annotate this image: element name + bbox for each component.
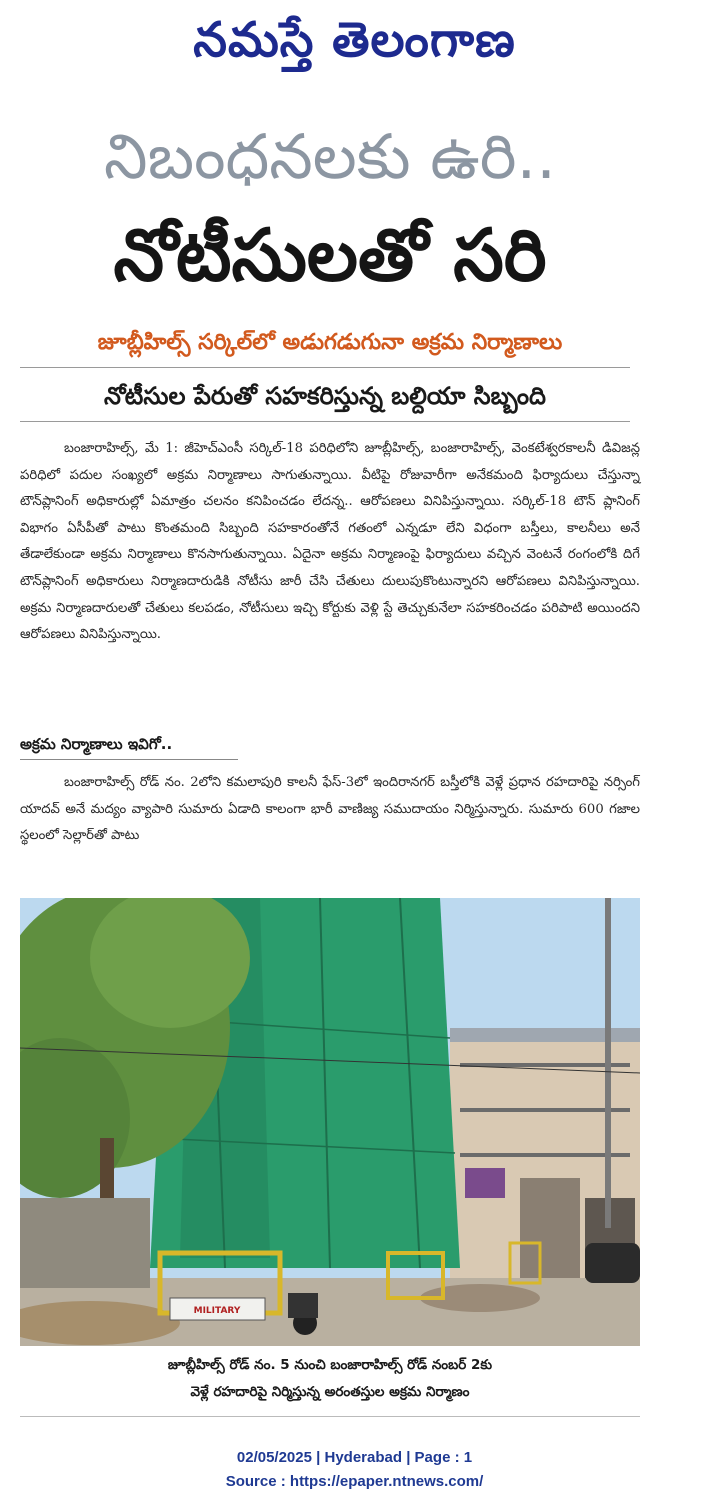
divider-bottom xyxy=(20,421,630,422)
footer-date-line: 02/05/2025 | Hyderabad | Page : 1 xyxy=(236,1449,473,1466)
deck-headline: నోటీసుల పేరుతో సహకరిస్తున్న బల్దియా సిబ్బంది xyxy=(104,382,546,410)
page-footer xyxy=(0,1446,709,1494)
footer-source-line[interactable]: Source : https://epaper.ntnews.com/ xyxy=(225,1473,484,1490)
subheadline: జూబ్లీహిల్స్ సర్కిల్‌లో అడుగడుగునా అక్రమ నిర్మాణాలు xyxy=(97,330,563,355)
caption-line-1: జూబ్లీహిల్స్ రోడ్ నం. 5 నుంచి బంజారాహిల్స్ రోడ్ నంబర్ 2కు xyxy=(167,1357,493,1373)
masthead-logo: నమస్తే తెలంగాణ xyxy=(193,12,516,68)
divider-top xyxy=(20,367,630,368)
photo-sign-text: MILITARY xyxy=(193,1306,241,1316)
section-heading: అక్రమ నిర్మాణాలు ఇవిగో.. xyxy=(20,728,238,760)
photo-car xyxy=(585,1243,640,1283)
article-paragraph-2: బంజారాహిల్స్ రోడ్ నం. 2లోని కమలాపురి కాలనీ ఫేస్-3లో ఇందిరానగర్ బస్తీలోకి వెళ్లే ప్రధాన రహదారిపై నర్సింగ్ యాదవ్ అనే మద్యం వ్యాపారి సుమారు ఏడాది కాలంగా భారీ వాణిజ్య సముదాయం నిర్మిస్తున్నారు. సుమారు 600 గజాల స్థలంలో సెల్లార్‌తో పాటు xyxy=(20,775,640,844)
headline-line-2: నోటీసులతో సరి xyxy=(113,213,547,297)
caption-line-2: వెళ్లే రహదారిపై నిర్మిస్తున్న అరంతస్తుల అక్రమ నిర్మాణం xyxy=(190,1384,470,1400)
article-paragraph-1: బంజారాహిల్స్, మే 1: జీహెచ్‌ఎంసీ సర్కిల్-18 పరిధిలోని జూబ్లీహిల్స్, బంజారాహిల్స్, వెంకటేశ్వరకాలనీ డివిజన్ల పరిధిలో పదుల సంఖ్యలో అక్రమ నిర్మాణాలు సాగుతున్నాయి. వీటిపై రోజువారీగా అనేకమంది ఫిర్యాదులు చేస్తున్నా టౌన్‌ప్లానింగ్ అధికారుల్లో ఏమాత్రం చలనం కనిపించడం లేదన్న.. ఆరోపణలు వినిపిస్తున్నాయి. సర్కిల్-18 టౌన్ ప్లానింగ్ విభాగం ఏసీపీతో పాటు కొంతమంది సిబ్బంది సహకారంతోనే గతంలో ఎన్నడూ లేని విధంగా బస్తీలు, కాలనీలు అనే తేడాలేకుండా అక్రమ నిర్మాణాలు కొనసాగుతున్నాయి. ఏదైనా అక్రమ నిర్మాణంపై ఫిర్యాదులు వచ్చిన వెంటనే రంగంలోకి దిగే టౌన్‌ప్లానింగ్ అధికారులు నిర్మాణదారుడికి నోటీసు జారీ చేసి చేతులు దులుపుకొంటున్నారని ఆరోపణలు వినిపిస్తున్నాయి. అక్రమ నిర్మాణదారులతో చేతులు కలపడం, నోటీసులు ఇచ్చి కోర్టుకు వెళ్లి స్టే తెచ్చుకునేలా సహకరించడం పరిపాటి అయిందని ఆరోపణలు వినిపిస్తున్నాయి. xyxy=(20,441,640,643)
headline-line-1: నిబంధనలకు ఉరి.. xyxy=(104,120,556,193)
news-photo xyxy=(20,898,640,1346)
divider-footer xyxy=(20,1416,640,1417)
photo-caption xyxy=(20,1352,640,1406)
